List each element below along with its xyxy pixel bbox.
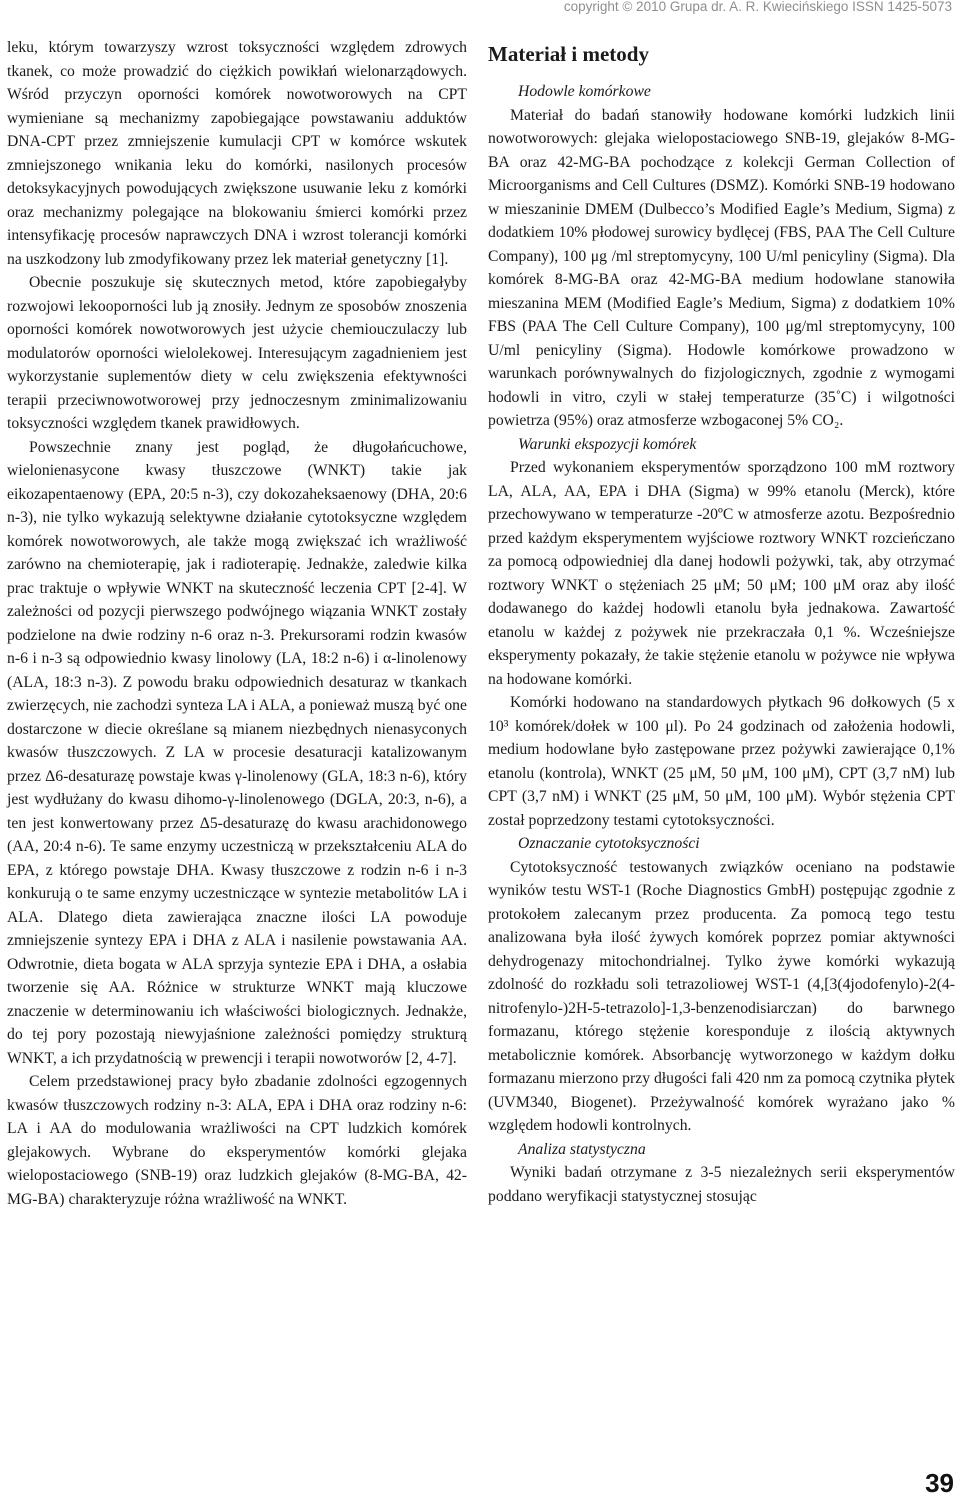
paragraph: Celem przedstawionej pracy było zbadanie zdolności egzogennych kwasów tłuszczowych rodziny n-3: ALA, EPA i DHA oraz rodziny n-6: LA i AA do modulowania wrażliwości na CPT ludzkich komórek glejakowych. Wybrane do eksperymentów komórki glejaka wielopostaciowego (SNB-19) oraz ludzkich glejaków (8-MG-BA, 42-MG-BA) charakteryzuje różna wrażliwość na WNKT. — [7, 1073, 467, 1208]
subsection-heading: Warunki ekspozycji komórek — [518, 435, 697, 453]
paragraph: Wyniki badań otrzymane z 3-5 niezależnych serii eksperymentów poddano weryfikacji statystycznej stosując — [488, 1164, 955, 1205]
left-column — [7, 36, 467, 1211]
paragraph: Komórki hodowano na standardowych płytkach 96 dołkowych (5 x 10³ komórek/dołek w 100 μl). Po 24 godzinach od założenia hodowli, medium hodowlane było zastępowane przez pożywki zawierające 0,1% etanolu (kontrola), WNKT (25 μM, 50 μM, 100 μM), CPT (3,7 nM) lub CPT (3,7 nM) i WNKT (25 μM, 50 μM, 100 μM). Wybór stężenia CPT został poprzedzony testami cytotoksyczności. — [488, 694, 955, 829]
copyright-notice: copyright © 2010 Grupa dr. A. R. Kwiecińskiego ISSN 1425-5073 — [563, 0, 952, 14]
paragraph: Materiał do badań stanowiły hodowane komórki ludzkich linii nowotworowych: glejaka wielopostaciowego SNB-19, glejaków 8-MG-BA oraz 42-MG-BA pochodzące z kolekcji German Collection of Microorganisms and Cell Cultures (DSMZ). Komórki SNB-19 hodowano w mieszaninie DMEM (Dulbecco’s Modified Eagle’s Medium, Sigma) z dodatkiem 10% płodowej surowicy bydlęcej (FBS, PAA The Cell Culture Company), 100 μg /ml streptomycyny, 100 U/ml penicyliny (Sigma). Dla komórek 8-MG-BA oraz 42-MG-BA medium hodowlane stanowiła mieszanina MEM (Modified Eagle’s Medium, Sigma) z dodatkiem 10% FBS (PAA The Cell Culture Company), 100 μg/ml streptomycyny, 100 U/ml penicyliny (Sigma). Hodowle komórkowe prowadzono w warunkach porównywalnych do fizjologicznych, zgodnie z wymogami hodowli in vitro, czyli w stałej temperaturze (35˚C) i wilgotności powietrza (95%) oraz atmosferze wzbogaconej 5% CO₂. — [488, 106, 955, 429]
paragraph: Przed wykonaniem eksperymentów sporządzono 100 mM roztwory LA, ALA, AA, EPA i DHA (Sigma) w 99% etanolu (Merck), które przechowywano w temperaturze -20ºC w atmosferze azotu. Bezpośrednio przed każdym eksperymentem wyjściowe roztwory WNKT rozcieńczano za pomocą odpowiedniej dla danej hodowli pożywki, tak, aby otrzymać roztwory WNKT o stężeniach 25 μM; 50 μM; 100 μM oraz aby ilość dodawanego do każdej hodowli etanolu była jednakowa. Zawartość etanolu w każdej z pożywek nie przekraczała 0,1 %. Wcześniejsze eksperymenty pokazały, że takie stężenie etanolu w pożywce nie wpływa na hodowane komórki. — [488, 459, 955, 688]
page-number: 39 — [925, 1468, 954, 1498]
paragraph: Powszechnie znany jest pogląd, że długołańcuchowe, wielonienasycone kwasy tłuszczowe (WNKT) takie jak eikozapentaenowy (EPA, 20:5 n-3), czy dokozaheksaenowy (DHA, 20:6 n-3), nie tylko wykazują selektywne działanie cytotoksyczne względem komórek nowotworowych, ale także mogą zwiększać ich wrażliwość zarówno na chemioterapię, jak i radioterapię. Jednakże, zaledwie kilka prac traktuje o wpływie WNKT na skuteczność leczenia CPT [2-4]. W zależności od pozycji pierwszego podwójnego wiązania WNKT zostały podzielone na dwie rodziny n-6 oraz n-3. Prekursorami rodzin kwasów n-6 i n-3 są odpowiednio kwasy linolowy (LA, 18:2 n-6) i α-linolenowy (ALA, 18:3 n-3). Z powodu braku odpowiednich desaturaz w tkankach zwierzęcych, nie zachodzi synteza LA i ALA, a ponieważ muszą być one dostarczone w diecie określane są mianem niezbędnych nienasyconych kwasów tłuszczowych. Z LA w procesie desaturacji katalizowanym przez Δ6-desaturazę powstaje kwas γ-linolenowy (GLA, 18:3 n-6), który jest wydłużany do kwasu dihomo-γ-linolenowego (DGLA, 20:3, n-6), a ten jest konwertowany przez Δ5-desaturazę do kwasu arachidonowego (AA, 20:4 n-6). Te same enzymy uczestniczą w przekształceniu ALA do EPA, z którego powstaje DHA. Kwasy tłuszczowe z rodzin n-6 i n-3 konkurują o te same enzymy uczestniczące w syntezie metabolitów LA i ALA. Dlatego dieta zawierająca znaczne ilości LA powoduje zmniejszenie syntezy EPA i DHA z ALA i nasilenie powstawania AA. Odwrotnie, dieta bogata w ALA sprzyja syntezie EPA i DHA, a osłabia tworzenie się AA. Różnice w strukturze WNKT mają kluczowe znaczenie w determinowaniu ich właściwości biologicznych. Jednakże, do tej pory pozostają niewyjaśnione zależności pomiędzy strukturą WNKT, a ich przydatnością w prewencji i terapii nowotworów [2, 4-7]. — [7, 438, 467, 1067]
section-title: Materiał i metody — [488, 42, 649, 66]
subsection-heading: Oznaczanie cytotoksyczności — [518, 835, 700, 852]
subsection-heading: Hodowle komórkowe — [518, 83, 651, 100]
right-column — [488, 42, 955, 1208]
paragraph-continued: leku, którym towarzyszy wzrost toksyczności względem zdrowych tkanek, co może prowadzić do ciężkich powikłań wielonarządowych. Wśród przyczyn oporności komórek nowotworowych na CPT wymieniane są mechanizmy zapobiegające powstawaniu adduktów DNA-CPT przez zmniejszenie kumulacji CPT w komórce wskutek zmniejszonego wnikania leku do komórki, nasilonych procesów detoksykacyjnych powodujących zwiększone usuwanie leku z komórki oraz mechanizmy polegające na blokowaniu śmierci komórki przez intensyfikację procesów naprawczych DNA i wzrost tolerancji komórki na uszkodzony lub zmodyfikowany przez lek materiał genetyczny [1]. — [7, 39, 467, 268]
subsection-heading: Analiza statystyczna — [518, 1140, 646, 1158]
paragraph: Cytotoksyczność testowanych związków oceniano na podstawie wyników testu WST-1 (Roche Diagnostics GmbH) postępując zgodnie z protokołem zalecanym przez producenta. Za pomocą tego testu analizowana była ilość żywych komórek poprzez pomiar aktywności dehydrogenazy mitochondrialnej. Tylko żywe komórki wykazują zdolność do rozkładu soli tetrazoliowej WST-1 (4,[3(4jodofenylo)-2(4-nitrofenylo-)2H-5-tetrazolo]-1,3-benzenodisiarczan) do barwnego formazanu, którego stężenie koresponduje z ilością aktywnych metabolicznie komórek. Absorbancję wytworzonego w każdym dołku formazanu mierzono przy długości fali 420 nm za pomocą czytnika płytek (UVM340, Biogenet). Przeżywalność komórek wyrażano jako % względem hodowli kontrolnych. — [488, 858, 955, 1134]
paragraph: Obecnie poszukuje się skutecznych metod, które zapobiegałyby rozwojowi lekooporności lub ją znosiły. Jednym ze sposobów znoszenia oporności komórek nowotworowych jest użycie chemiouczulaczy lub modulatorów oporności wielolekowej. Interesującym zagadnieniem jest wykorzystanie suplementów diety w celu zwiększenia efektywności terapii przeciwnowotworowej przy jednoczesnym zminimalizowaniu toksyczności względem tkanek prawidłowych. — [7, 274, 467, 432]
